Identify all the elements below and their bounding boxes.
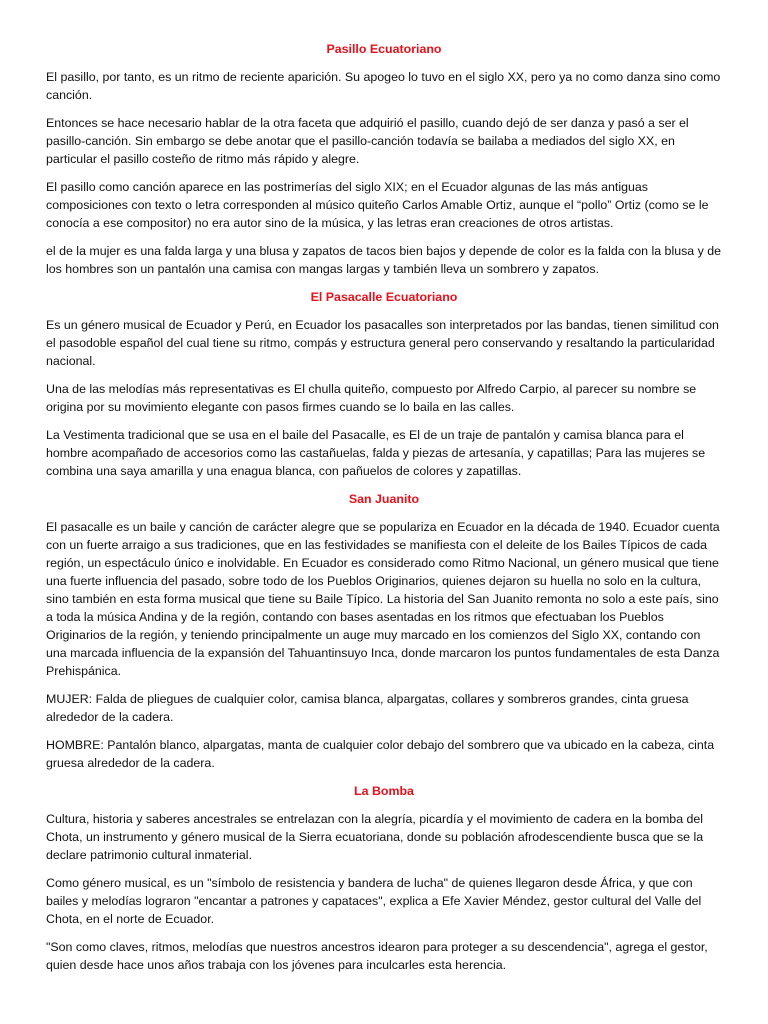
paragraph: La Vestimenta tradicional que se usa en el baile del Pasacalle, es El de un traje de pantalón y camisa blanca para el hombre acompañado de accesorios como las castañuelas, falda y piezas de artesanía, y capatillas; Para las mujeres se combina una saya amarilla y una enagua blanca, con pañuelos de colores y zapatillas. xyxy=(46,428,706,478)
paragraph: MUJER: Falda de pliegues de cualquier color, camisa blanca, alpargatas, collares y sombreros grandes, cinta gruesa alrededor de la cadera. xyxy=(46,692,689,724)
section-la-bomba xyxy=(46,782,722,974)
paragraph: El pasillo como canción aparece en las postrimerías del siglo XIX; en el Ecuador algunas de las más antiguas composiciones con texto o letra corresponden al músico quiteño Carlos Amable Ortiz, aunque el “pollo” Ortiz (como se le conocía a ese compositor) no era autor sino de la música, y las letras eran creaciones de otros artistas. xyxy=(46,180,709,230)
section-title: San Juanito xyxy=(348,492,420,506)
paragraph: Como género musical, es un "símbolo de resistencia y bandera de lucha" de quienes llegaron desde África, y que con bailes y melodías lograron "encantar a patrones y capataces", explica a Efe Xavier Méndez, gestor cultural del Valle del Chota, en el norte de Ecuador. xyxy=(46,876,702,926)
paragraph: Una de las melodías más representativas es El chulla quiteño, compuesto por Alfredo Carpio, al parecer su nombre se origina por su movimiento elegante con pasos firmes cuando se lo baila en las calles. xyxy=(46,382,697,414)
paragraph: "Son como claves, ritmos, melodías que nuestros ancestros idearon para proteger a su descendencia", agrega el gestor, quien desde hace unos años trabaja con los jóvenes para inculcarles esta herencia. xyxy=(46,940,708,972)
section-title: El Pasacalle Ecuatoriano xyxy=(310,290,458,304)
paragraph: El pasacalle es un baile y canción de carácter alegre que se populariza en Ecuador en la década de 1940. Ecuador cuenta con un fuerte arraigo a sus tradiciones, que en las festividades se manifiesta con el deleite de los Bailes Típicos de cada región, un espectáculo único e inolvidable. En Ecuador es considerado como Ritmo Nacional, un género musical que tiene una fuerte influencia del pasado, sobre todo de los Pueblos Originarios, quienes dejaron su huella no solo en la cultura, sino también en esta forma musical que tiene su Baile Típico. La historia del San Juanito remonta no solo a este país, sino a toda la música Andina y de la región, contando con bases asentadas en los ritmos que efectuaban los Pueblos Originarios de la región, y teniendo principalmente un auge muy marcado en los comienzos del Siglo XX, contando con una marcada influencia de la expansión del Tahuantinsuyo Inca, donde marcaron los puntos fundamentales de esta Danza Prehispánica. xyxy=(46,520,720,678)
paragraph: Entonces se hace necesario hablar de la otra faceta que adquirió el pasillo, cuando dejó de ser danza y pasó a ser el pasillo-canción. Sin embargo se debe anotar que el pasillo-canción todavía se bailaba a mediados del siglo XX, en particular el pasillo costeño de ritmo más rápido y alegre. xyxy=(46,116,689,166)
section-pasillo xyxy=(46,40,722,278)
paragraph: HOMBRE: Pantalón blanco, alpargatas, manta de cualquier color debajo del sombrero que va ubicado en la cabeza, cinta gruesa alrededor de la cadera. xyxy=(46,738,715,770)
document-page xyxy=(46,40,722,984)
section-title: La Bomba xyxy=(354,784,414,798)
section-san-juanito xyxy=(46,490,722,772)
paragraph: El pasillo, por tanto, es un ritmo de reciente aparición. Su apogeo lo tuvo en el siglo XX, pero ya no como danza sino como canción. xyxy=(46,70,721,102)
paragraph: Cultura, historia y saberes ancestrales se entrelazan con la alegría, picardía y el movimiento de cadera en la bomba del Chota, un instrumento y género musical de la Sierra ecuatoriana, donde su población afrodescendiente busca que se la declare patrimonio cultural inmaterial. xyxy=(46,812,704,862)
paragraph: Es un género musical de Ecuador y Perú, en Ecuador los pasacalles son interpretados por las bandas, tienen similitud con el pasodoble español del cual tiene su ritmo, compás y estructura general pero conservando y resaltando la particularidad nacional. xyxy=(46,318,719,368)
section-pasacalle xyxy=(46,288,722,480)
paragraph: el de la mujer es una falda larga y una blusa y zapatos de tacos bien bajos y depende de color es la falda con la blusa y de los hombres son un pantalón una camisa con mangas largas y también lleva un sombrero y zapatos. xyxy=(46,244,722,276)
section-title: Pasillo Ecuatoriano xyxy=(326,42,442,56)
